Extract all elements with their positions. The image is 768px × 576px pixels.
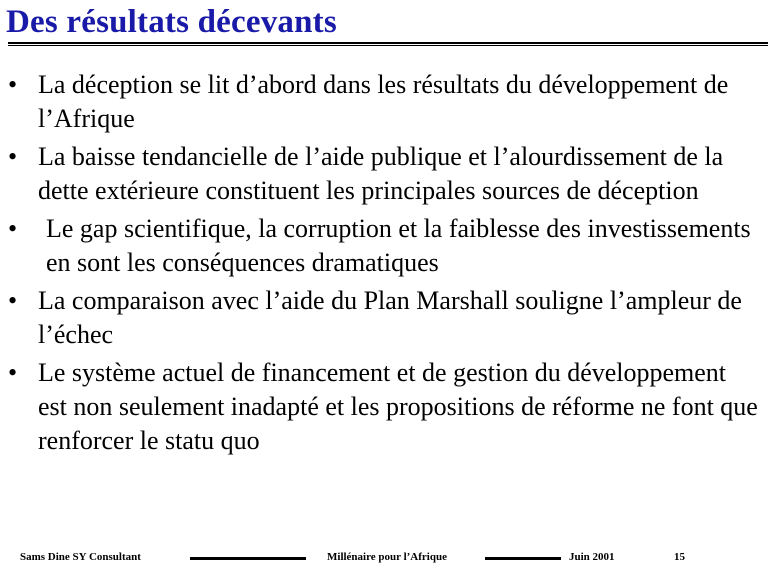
bullet-text: Le système actuel de financement et de gestion du développement est non seulement inadapté et les propositions de réforme ne font que renforcer le statu quo [38, 358, 758, 455]
bullet-item [8, 356, 758, 458]
bullet-dot: • [8, 214, 18, 243]
bullet-text: Le gap scientifique, la corruption et la faiblesse des investissements en sont les conséquences dramatiques [46, 214, 751, 277]
bullet-dot: • [8, 358, 18, 387]
page-number: 15 [674, 551, 685, 563]
bullet-dot: • [8, 286, 18, 315]
bullet-item [8, 212, 758, 280]
bullet-text: La comparaison avec l’aide du Plan Marshall souligne l’ampleur de l’échec [38, 286, 742, 349]
footer-divider [485, 557, 561, 560]
bullet-item [8, 68, 758, 136]
footer-author: Sams Dine SY Consultant [20, 551, 141, 563]
bullet-item [8, 140, 758, 208]
footer-date: Juin 2001 [569, 551, 615, 563]
bullet-item [8, 284, 758, 352]
bullet-list [8, 68, 758, 462]
title-underline [8, 42, 768, 46]
bullet-text: La baisse tendancielle de l’aide publique et l’alourdissement de la dette extérieure constituent les principales sources de déception [38, 142, 724, 205]
footer-subject: Millénaire pour l’Afrique [327, 551, 447, 563]
bullet-text: La déception se lit d’abord dans les résultats du développement de l’Afrique [38, 70, 729, 133]
bullet-dot: • [8, 142, 18, 171]
slide-title: Des résultats décevants [6, 4, 337, 40]
bullet-dot: • [8, 70, 18, 99]
footer-divider [190, 557, 306, 560]
slide-footer [0, 548, 768, 568]
